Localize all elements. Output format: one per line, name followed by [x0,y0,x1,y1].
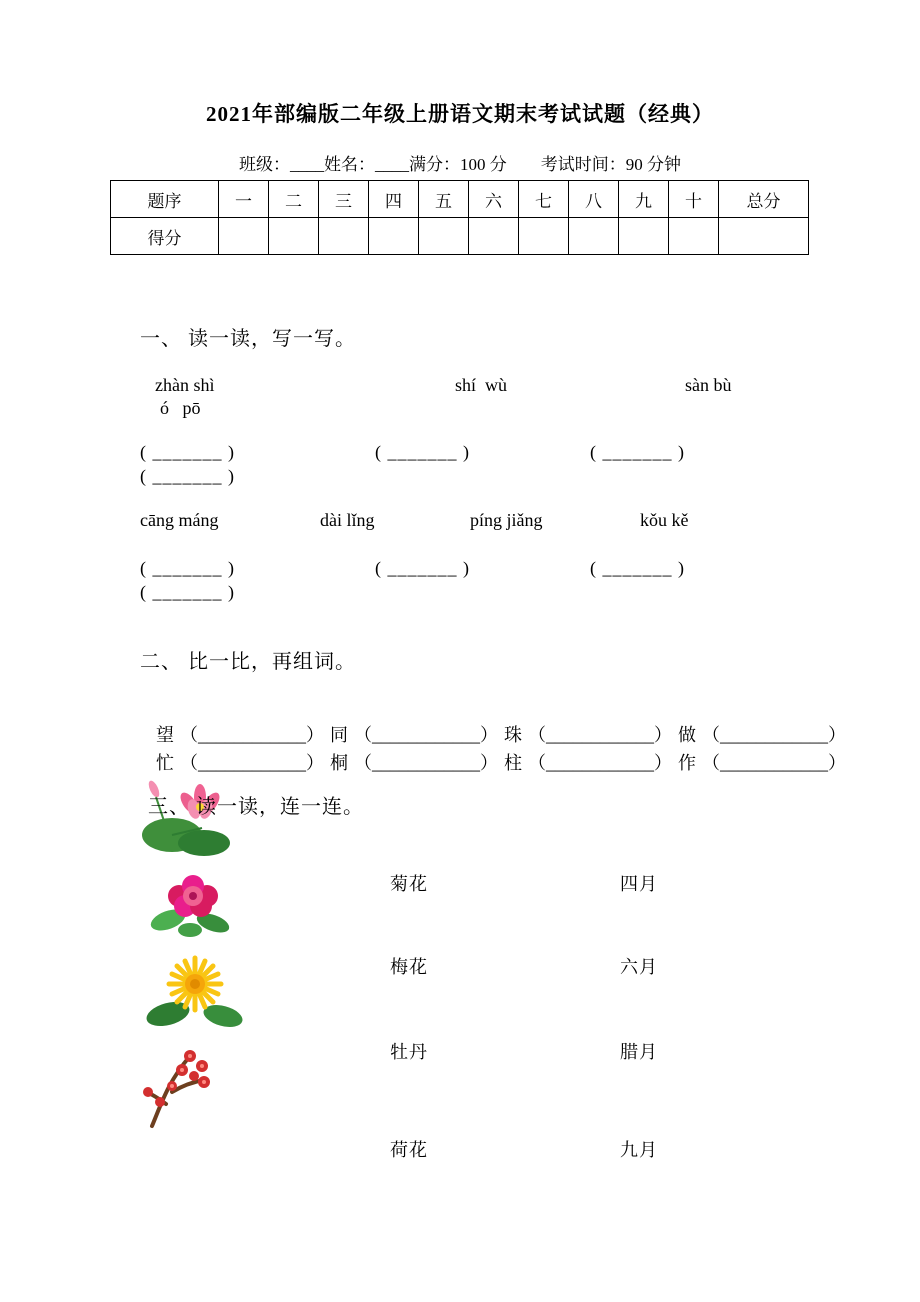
table-cell [319,218,369,255]
word-blank: （____________） [354,725,498,745]
table-cell [369,218,419,255]
table-cell: 七 [519,181,569,218]
pinyin-word: ó pō [160,398,201,418]
word-blank: （____________） [354,753,498,773]
word-blank: （____________） [528,753,672,773]
table-cell [619,218,669,255]
word-blank: （____________） [702,725,846,745]
answer-blank: ( _______ ) [590,442,685,462]
pinyin-word: cāng máng [140,510,219,530]
month-label: 四月 [620,874,658,894]
score-table [110,180,809,255]
table-row-score [111,218,809,255]
month-label: 腊月 [620,1042,658,1062]
word-blank: （____________） [180,753,324,773]
answer-blank: ( _______ ) [375,558,470,578]
word-char: 望 [156,725,174,745]
word-blank: （____________） [702,753,846,773]
flower-name: 菊花 [390,874,428,894]
word-char: 桐 [330,753,348,773]
flower-name: 牡丹 [390,1042,428,1062]
page-title: 2021年部编版二年级上册语文期末考试试题（经典） [206,102,714,126]
table-cell: 六 [469,181,519,218]
table-cell: 五 [419,181,469,218]
word-char: 柱 [504,753,522,773]
month-label: 六月 [620,957,658,977]
word-char: 忙 [156,753,174,773]
table-cell: 得分 [111,218,219,255]
chrysanthemum-image [138,944,253,1036]
word-blank: （____________） [528,725,672,745]
exam-info-line: 班级：____姓名：____满分：100 分 考试时间：90 分钟 [239,155,681,174]
table-cell: 一 [219,181,269,218]
pinyin-word: píng jiǎng [470,510,543,530]
word-char: 做 [678,725,696,745]
table-cell: 九 [619,181,669,218]
word-char: 珠 [504,725,522,745]
table-cell [219,218,269,255]
table-cell [719,218,809,255]
pinyin-word: kǒu kě [640,510,689,530]
section-two-heading: 二、 比一比，再组词。 [140,651,356,673]
table-cell: 三 [319,181,369,218]
table-cell [269,218,319,255]
answer-blank: ( _______ ) [590,558,685,578]
word-char: 同 [330,725,348,745]
flower-name: 荷花 [390,1140,428,1160]
section-one-heading: 一、 读一读，写一写。 [140,328,356,350]
pinyin-word: sàn bù [685,375,732,395]
word-blank: （____________） [180,725,324,745]
word-char: 作 [678,753,696,773]
peony-image [138,868,243,938]
section-three-heading: 三、 读一读，连一连。 [148,796,364,818]
table-cell: 八 [569,181,619,218]
flower-name: 梅花 [390,957,428,977]
month-label: 九月 [620,1140,658,1160]
table-cell: 十 [669,181,719,218]
table-cell [569,218,619,255]
answer-blank: ( _______ ) [140,582,235,602]
table-cell [519,218,569,255]
answer-blank: ( _______ ) [140,442,235,462]
answer-blank: ( _______ ) [375,442,470,462]
table-cell: 四 [369,181,419,218]
pinyin-word: shí wù [455,375,508,395]
table-cell: 题序 [111,181,219,218]
table-cell [419,218,469,255]
answer-blank: ( _______ ) [140,558,235,578]
table-cell [669,218,719,255]
plum-blossom-image [138,1042,218,1130]
table-cell: 二 [269,181,319,218]
table-row-header [111,181,809,218]
pinyin-word: zhàn shì [155,375,215,395]
pinyin-word: dài lǐng [320,510,375,530]
table-cell: 总分 [719,181,809,218]
word-pair-line [138,728,846,796]
table-cell [469,218,519,255]
answer-blank: ( _______ ) [140,466,235,486]
